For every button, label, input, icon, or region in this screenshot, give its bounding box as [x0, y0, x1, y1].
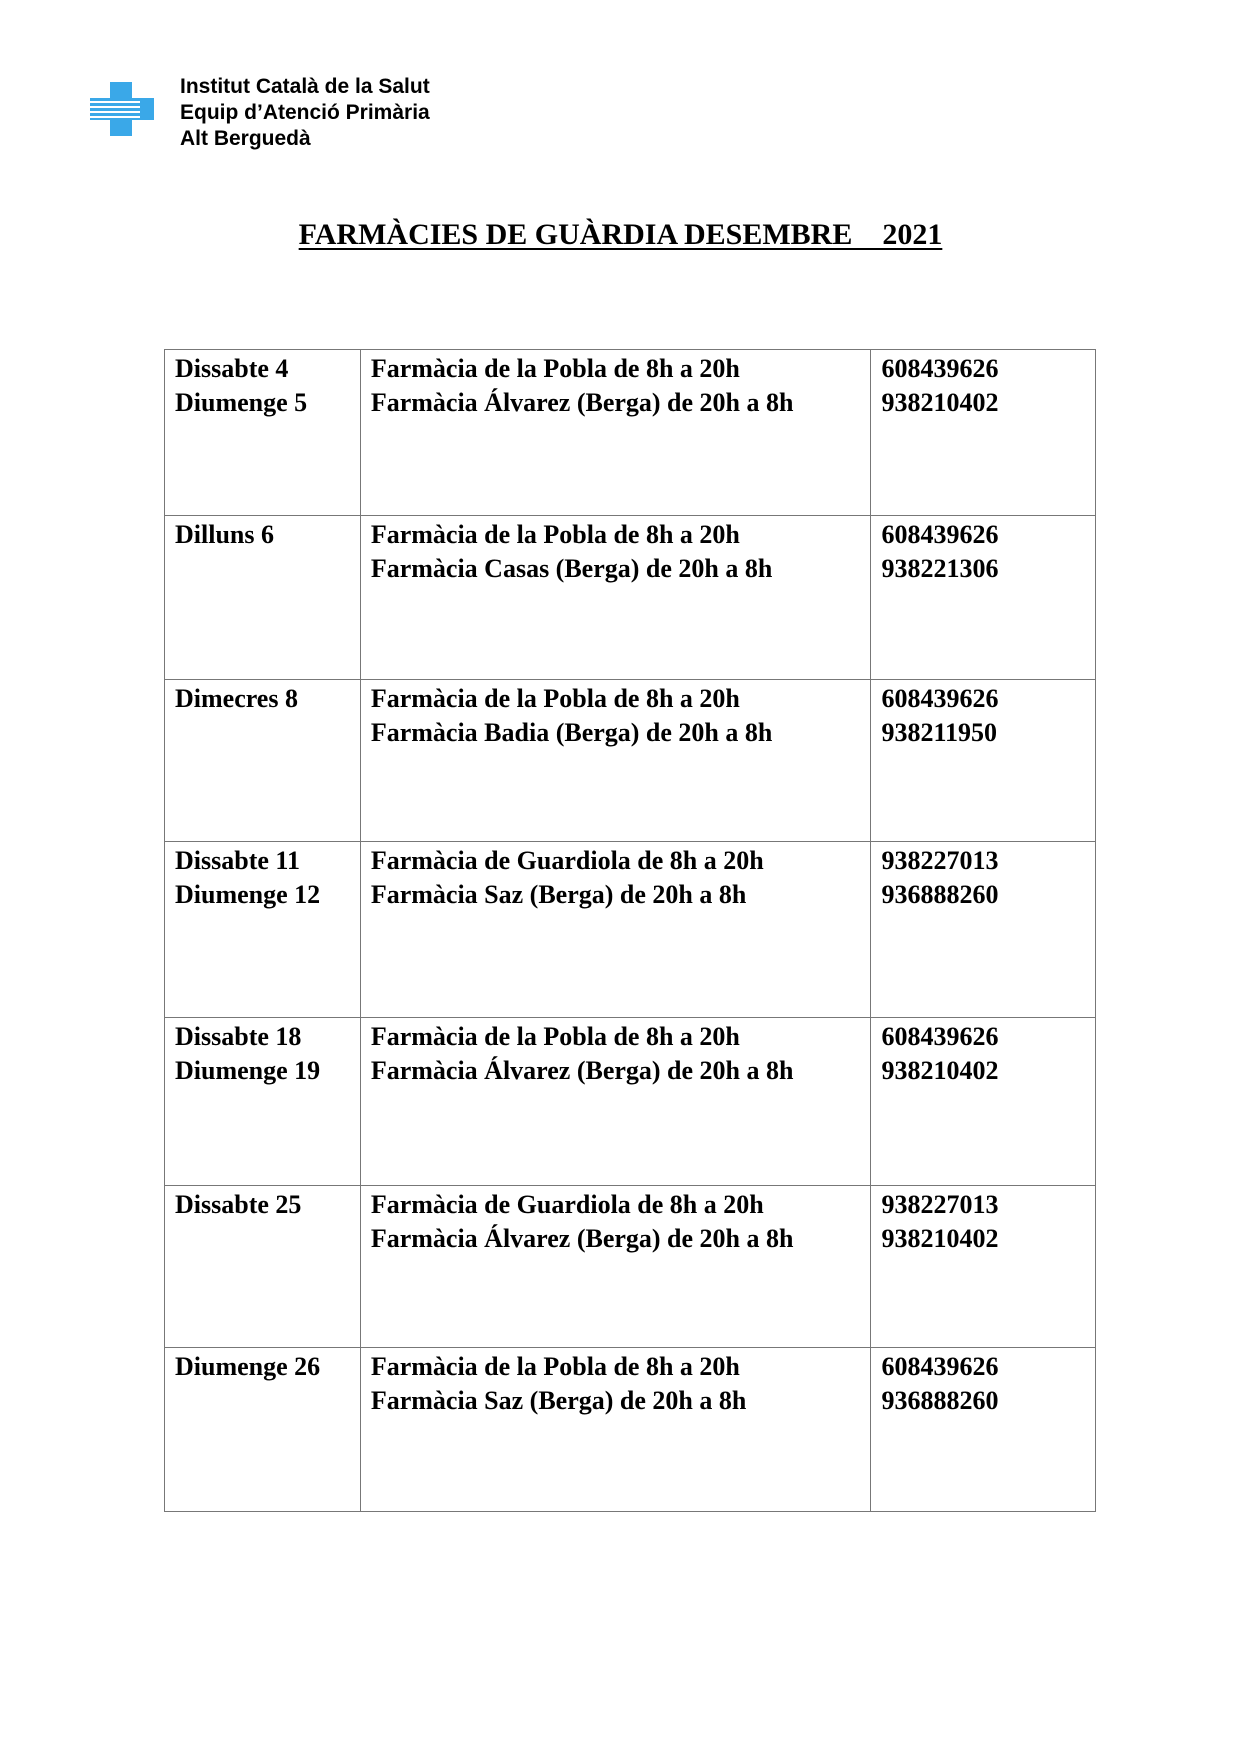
phones-cell [871, 1018, 1096, 1186]
page-title [0, 218, 1241, 252]
days-cell [165, 516, 361, 680]
day-label: Diumenge 12 [175, 880, 321, 909]
phone-number: 936888260 [881, 880, 999, 909]
day-label: Diumenge 26 [175, 1352, 321, 1381]
pharmacy-schedule: Farmàcia de la Pobla de 8h a 20h [370, 354, 740, 383]
phones-cell [871, 1186, 1096, 1348]
pharmacy-schedule: Farmàcia Badia (Berga) de 20h a 8h [370, 718, 773, 747]
pharmacies-cell [360, 516, 871, 680]
organization-name [180, 74, 430, 152]
pharmacy-schedule: Farmàcia Álvarez (Berga) de 20h a 8h [370, 1224, 794, 1253]
phones-cell [871, 350, 1096, 516]
pharmacy-schedule: Farmàcia de la Pobla de 8h a 20h [370, 684, 740, 713]
org-line-2: Equip d’Atenció Primària [180, 101, 430, 124]
phone-number: 938210402 [881, 1224, 999, 1253]
pharmacy-schedule: Farmàcia de la Pobla de 8h a 20h [370, 1352, 740, 1381]
pharmacy-schedule: Farmàcia de la Pobla de 8h a 20h [370, 520, 740, 549]
org-line-3: Alt Berguedà [180, 127, 311, 150]
days-cell [165, 1348, 361, 1512]
phone-number: 938210402 [881, 388, 999, 417]
phone-number: 608439626 [881, 684, 999, 713]
table-row [165, 842, 1096, 1018]
duty-pharmacies-table [164, 349, 1096, 1512]
phone-number: 938211950 [881, 718, 998, 747]
table-row [165, 1186, 1096, 1348]
phones-cell [871, 842, 1096, 1018]
pharmacies-cell [360, 350, 871, 516]
phone-number: 608439626 [881, 1022, 999, 1051]
pharmacy-schedule: Farmàcia Saz (Berga) de 20h a 8h [370, 1386, 747, 1415]
table-row [165, 516, 1096, 680]
pharmacies-cell [360, 680, 871, 842]
phones-cell [871, 516, 1096, 680]
days-cell [165, 842, 361, 1018]
phone-number: 608439626 [881, 354, 999, 383]
document-header [90, 74, 430, 152]
day-label: Diumenge 19 [175, 1056, 321, 1085]
phone-number: 608439626 [881, 1352, 999, 1381]
days-cell [165, 1018, 361, 1186]
day-label: Dissabte 25 [175, 1190, 302, 1219]
day-label: Diumenge 5 [175, 388, 308, 417]
phone-number: 938227013 [881, 1190, 999, 1219]
day-label: Dissabte 4 [175, 354, 289, 383]
table-row [165, 1018, 1096, 1186]
phone-number: 608439626 [881, 520, 999, 549]
table-row [165, 680, 1096, 842]
phones-cell [871, 1348, 1096, 1512]
pharmacy-schedule: Farmàcia de Guardiola de 8h a 20h [370, 846, 764, 875]
table-row [165, 1348, 1096, 1512]
org-line-1: Institut Català de la Salut [180, 75, 430, 98]
page-title-text: FARMÀCIES DE GUÀRDIA DESEMBRE 2021 [298, 218, 943, 251]
ics-cross-logo-icon [90, 82, 154, 136]
pharmacies-cell [360, 1018, 871, 1186]
pharmacy-schedule: Farmàcia Casas (Berga) de 20h a 8h [370, 554, 773, 583]
pharmacy-schedule: Farmàcia Álvarez (Berga) de 20h a 8h [370, 388, 794, 417]
phone-number: 936888260 [881, 1386, 999, 1415]
pharmacies-cell [360, 842, 871, 1018]
phone-number: 938210402 [881, 1056, 999, 1085]
pharmacy-schedule: Farmàcia Saz (Berga) de 20h a 8h [370, 880, 747, 909]
phone-number: 938221306 [881, 554, 999, 583]
pharmacies-cell [360, 1186, 871, 1348]
days-cell [165, 1186, 361, 1348]
pharmacy-schedule: Farmàcia de Guardiola de 8h a 20h [370, 1190, 764, 1219]
pharmacy-schedule: Farmàcia de la Pobla de 8h a 20h [370, 1022, 740, 1051]
day-label: Dimecres 8 [175, 684, 298, 713]
phone-number: 938227013 [881, 846, 999, 875]
phones-cell [871, 680, 1096, 842]
pharmacies-cell [360, 1348, 871, 1512]
days-cell [165, 680, 361, 842]
pharmacy-schedule: Farmàcia Álvarez (Berga) de 20h a 8h [370, 1056, 794, 1085]
table-row [165, 350, 1096, 516]
day-label: Dissabte 11 [175, 846, 300, 875]
day-label: Dilluns 6 [175, 520, 274, 549]
day-label: Dissabte 18 [175, 1022, 302, 1051]
days-cell [165, 350, 361, 516]
